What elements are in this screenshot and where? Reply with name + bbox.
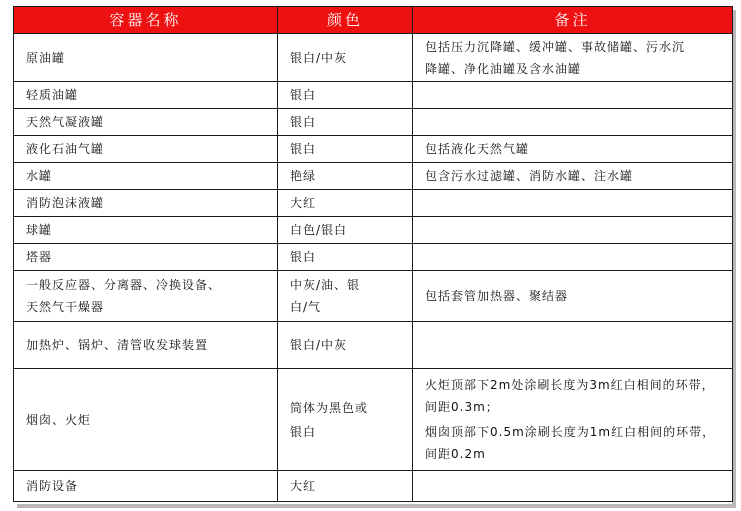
header-container-name: 容器名称	[14, 7, 278, 34]
color-line: 白/气	[290, 300, 322, 314]
cell-color	[278, 271, 413, 322]
cell-name: 塔器	[14, 244, 278, 271]
cell-note	[413, 244, 733, 271]
cell-note: 包含污水过滤罐、消防水罐、注水罐	[413, 163, 733, 190]
note-line: 间距0.3m；	[425, 400, 499, 414]
cell-color: 艳绿	[278, 163, 413, 190]
table-row	[14, 34, 733, 82]
cell-name: 液化石油气罐	[14, 136, 278, 163]
container-color-table	[13, 6, 733, 502]
cell-color: 大红	[278, 190, 413, 217]
header-color: 颜色	[278, 7, 413, 34]
cell-color: 银白/中灰	[278, 322, 413, 369]
cell-color: 银白	[278, 82, 413, 109]
cell-name: 天然气凝液罐	[14, 109, 278, 136]
cell-name: 球罐	[14, 217, 278, 244]
table-row	[14, 82, 733, 109]
cell-note: 包括套管加热器、聚结器	[413, 271, 733, 322]
color-line: 银白	[290, 424, 317, 439]
cell-note: 包括液化天然气罐	[413, 136, 733, 163]
cell-name: 加热炉、锅炉、清管收发球装置	[14, 322, 278, 369]
cell-name: 烟囱、火炬	[14, 369, 278, 471]
cell-name: 水罐	[14, 163, 278, 190]
cell-name	[14, 271, 278, 322]
cell-note	[413, 82, 733, 109]
cell-color	[278, 369, 413, 471]
cell-color: 银白	[278, 109, 413, 136]
cell-name: 原油罐	[14, 34, 278, 82]
cell-note	[413, 369, 733, 471]
cell-color: 银白	[278, 244, 413, 271]
table-shadow-bottom	[17, 504, 736, 508]
table-row	[14, 244, 733, 271]
table-row	[14, 217, 733, 244]
cell-color: 银白	[278, 136, 413, 163]
note-line: 烟囱顶部下0.5m涂刷长度为1m红白相间的环带，	[425, 425, 716, 439]
table-row	[14, 322, 733, 369]
cell-name: 消防泡沫液罐	[14, 190, 278, 217]
note-line: 降罐、净化油罐及含水油罐	[425, 61, 582, 76]
color-table-frame	[13, 6, 732, 504]
note-line: 火炬顶部下2m处涂刷长度为3m红白相间的环带，	[425, 378, 715, 392]
table-row	[14, 190, 733, 217]
color-line: 中灰/油、银	[290, 278, 361, 292]
cell-note	[413, 109, 733, 136]
color-line: 筒体为黑色或	[290, 400, 369, 415]
cell-color: 白色/银白	[278, 217, 413, 244]
cell-note	[413, 322, 733, 369]
table-row	[14, 271, 733, 322]
cell-note	[413, 34, 733, 82]
table-row	[14, 136, 733, 163]
cell-name: 轻质油罐	[14, 82, 278, 109]
table-header-row	[14, 7, 733, 34]
table-row	[14, 471, 733, 502]
cell-color: 大红	[278, 471, 413, 502]
name-line: 天然气干燥器	[26, 300, 105, 314]
note-line: 间距0.2m	[425, 447, 486, 461]
cell-note	[413, 217, 733, 244]
note-line: 包括压力沉降罐、缓冲罐、事故储罐、污水沉	[425, 39, 686, 54]
cell-name: 消防设备	[14, 471, 278, 502]
header-remarks: 备注	[413, 7, 733, 34]
table-row	[14, 109, 733, 136]
cell-color: 银白/中灰	[278, 34, 413, 82]
table-row	[14, 163, 733, 190]
name-line: 一般反应器、分离器、冷换设备、	[26, 278, 222, 292]
table-row	[14, 369, 733, 471]
cell-note	[413, 471, 733, 502]
cell-note	[413, 190, 733, 217]
